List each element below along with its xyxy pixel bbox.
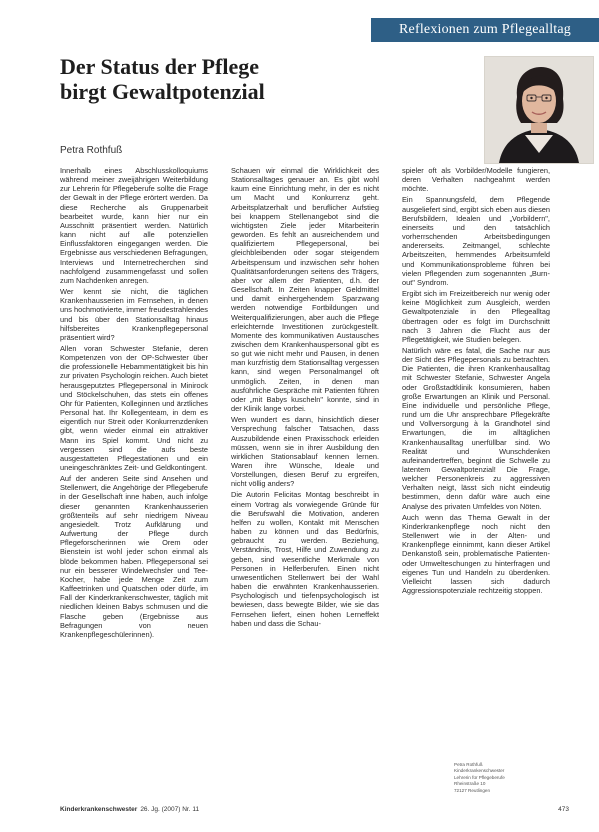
section-banner: Reflexionen zum Pflegealltag <box>371 18 599 42</box>
address-line: Petra Rothfuß <box>454 762 483 767</box>
title-line-1: Der Status der Pflege <box>60 54 259 79</box>
paragraph: spieler oft als Vorbilder/Modelle fungieren, deren Verhalten nachgeahmt werden möchte. <box>402 166 550 194</box>
page-footer <box>60 804 569 818</box>
address-line: 72127 Reutlingen <box>454 787 491 793</box>
paragraph: Innerhalb eines Abschlusskolloquiums während meiner zweijährigen Weiterbildung zur Lehrerin für Pflegeberufe sollte die Frage der Gewalt in der Pflege erörtert werden. Da diese Recherche als Gruppenarbeit bearbeitet wurde, kann hier nur ein Ausschnitt präsentiert werden. Natürlich kann nicht auf alle potenziellen Einflussfaktoren eingegangen werden. Die Ergebnisse aus verschiedenen Befragungen, Interviews und Internetrecherchen sind nachfolgend zusammengefasst und sollen zum Nachdenken anregen. <box>60 166 208 285</box>
paragraph: Auf der anderen Seite sind Ansehen und Stellenwert, die Angehörige der Pflegeberufe in der Gesellschaft inne haben, auch infolge dieser genannten Krankenhausserien größtenteils auf sehr niedrigem Niveau angesiedelt. Trotz Aufklärung und Aufwertung der Pflege durch Pflegeforscherinnen wie Orem oder Bienstein ist wohl jeder schon einmal als blöde bekommen haben. Pflegepersonal sei nur ein besserer Windelwechsler und Tee-Kocher, habe jede Menge Zeit zum Kaffeetrinken und Quatschen oder dürfe, im Fall der Kinderkrankenschwester, täglich mit niedlichen kleinen Babys schmusen und die Flasche geben (Ergebnisse aus Befragungen von neuen Krankenpflegeschülerinnen). <box>60 474 208 639</box>
text-column-1 <box>60 166 208 804</box>
page-number: 473 <box>558 806 569 813</box>
journal-title: Kinderkrankenschwester <box>60 806 138 813</box>
paragraph: Ein Spannungsfeld, dem Pflegende ausgeliefert sind, ergibt sich eben aus diesen Berufsbildern, Idealen und „Vorbildern", einerseits und den tatsächlich vorherrschenden Arbeitsbedingungen andererseits. Zeitmangel, schlechte Arbeitszeiten, hemmendes Arbeitsumfeld und Kommunikationsprobleme führen bei vielen Pflegenden zum sogenannten „Burn-out" Syndrom. <box>402 195 550 287</box>
paragraph: Die Autorin Felicitas Montag beschreibt in einem Vortrag als vorwiegende Gründe für die Berufswahl die Motivation, anderen helfen zu wollen, Kontakt mit Menschen haben zu können und das Bedürfnis, gebraucht zu werden. Beziehung, Verständnis, Trost, Hilfe und Zuwendung zu geben, sind wesentliche Merkmale von Personen in Helferberufen. Einen nicht unwesentlichen Stellenwert bei der Wahl haben die erwähnten Krankenhausserien. Psychologisch und tiefenpsychologisch ist bewiesen, dass bewegte Bilder, wie sie das Fernsehen liefert, einen hohen Lerneffekt haben und dass die Schau- <box>231 490 379 628</box>
paragraph: Schauen wir einmal die Wirklichkeit des Stationsalltages genauer an. Es gibt wohl kaum eine Einrichtung mehr, in der es nicht um Macht und Konkurrenz geht. Arbeitsplatzerhalt und beruflicher Aufstieg bei knappem Stellenangebot sind die wichtigsten Ziele jeder Mitarbeiterin geworden. Es fehlt an ausreichendem und qualifiziertem Pflegepersonal, bei gleichbleibenden oder sogar steigendem Arbeitspensum und inzwischen sehr hohen Qualitätsanforderungen seitens des Trägers, aber vor allem der Patienten, d.h. der Gesellschaft. In Zeiten knapper Geldmittel und damit einhergehendem Sparzwang werden notwendige Fortbildungen und Weiterqualifizierungen, aber auch die Pflege erleichternde Investitionen zurückgestellt. Momente des kommunikativen Austausches zwischen dem Krankenhauspersonal gibt es so gut wie nicht mehr und Pausen, in denen man kurzfristig dem Stationsalltag vergessen kann, sind wegen Personalmangel oft unmöglich. Zeiten, in denen man ausführliche Gespräche mit Patienten führen oder „mit Babys kuscheln" konnte, sind in der Klinik lange vorbei. <box>231 166 379 414</box>
paragraph: Natürlich wäre es fatal, die Sache nur aus der Sicht des Pflegepersonals zu betrachten. Die Patienten, die ihren Krankenhausalltag mit Schwester Stefanie, Schwester Angela oder Großstadtklinik konsumieren, haben große Erwartungen an Klinik und Personal. Eine individuelle und persönliche Pflege, rund um die Uhr ansprechbare Pflegekräfte und Vollversorgung à la Grandhotel sind Erwartungen, die im alltäglichen Krankenhausalltag unerfüllbar sind. Wo Realität und Wunschdenken aufeinandertreffen, beginnt die Schwelle zu latentem Gewaltpotenzial! Die Frage, welcher Personenkreis zu aggressiven Verhalten neigt, lässt sich nicht eindeutig bestimmen, denn dafür wäre auch eine Analyse des privaten Umfeldes von Nöten. <box>402 345 550 511</box>
title-line-2: birgt Gewaltpotenzial <box>60 79 265 104</box>
journal-name <box>60 806 199 813</box>
paragraph: Ergibt sich im Freizeitbereich nur wenig oder keine Möglichkeit zum Ausgleich, werden Gewaltpotenziale in den Pflegealltag übertragen oder es folgt im Durchschnitt nach 3 Jahren die Flucht aus der Pflegetätigkeit, wie Studien belegen. <box>402 289 550 344</box>
paragraph: Auch wenn das Thema Gewalt in der Kinderkrankenpflege noch nicht den Stellenwert wie in der Alten- und Krankenpflege einnimmt, kann dieser Artikel Denkanstoß sein, problematische Patienten- oder Umwelteschungen zu hinterfragen und eigenes Tun und Handeln zu überdenken. Vielleicht lassen sich dadurch Aggressionspotenziale rechtzeitig stoppen. <box>402 512 550 596</box>
author-address <box>454 762 564 794</box>
address-line: Lehrerin für Pflegeberufe <box>454 774 505 780</box>
paragraph: Wen wundert es dann, hinsichtlich dieser Versprechung falscher Tatsachen, dass Auszubildende einen Praxisschock erleiden müssen, wenn sie in ihrer Ausbildung den wirklichen Stationsablauf kennen lernen. Waren ihre Wünsche, Ideale und Vorstellungen, diesen Beruf zu ergreifen, nicht völlig anders? <box>231 415 379 489</box>
text-column-3 <box>402 166 550 804</box>
paragraph: Wer kennt sie nicht, die täglichen Krankenhausserien im Fernsehen, in denen uns hochmotivierte, immer freudestrahlendes und bis über den Stationsalltag hinaus hilfsbereites Krankenpflegepersonal präsentiert wird? <box>60 287 208 342</box>
address-line: Kinderkrankenschwester <box>454 768 505 774</box>
text-column-2 <box>231 166 379 804</box>
author-portrait <box>484 56 594 164</box>
address-line: Rheinstraße 10 <box>454 781 486 787</box>
paragraph: Allen voran Schwester Stefanie, deren Kompetenzen von der OP-Schwester über die professionelle Hebammentätigkeit bis hin zur privaten Psychologin reichen. Auch bietet herausgeputztes Pflegepersonal in Minirock und Stöckelschuhen, das stets ein offenes Ohr für Patienten, Kolleginnen und ärztliches Personal hat. Ihr Kollegenteam, in dem es eigentlich nur Streit oder Konkurrenzdenken gibt, wenn wieder einmal ein attraktiver Mann ins Spiel kommt. Und nicht zu vergessen sind die aufs beste ausgestatteten Pflegestationen und ein uneingeschränktes Zeit- und Geldkontingent. <box>60 343 208 472</box>
author-name: Petra Rothfuß <box>60 145 123 156</box>
journal-issue: 26. Jg. (2007) Nr. 11 <box>140 806 200 813</box>
article-title <box>60 54 440 104</box>
